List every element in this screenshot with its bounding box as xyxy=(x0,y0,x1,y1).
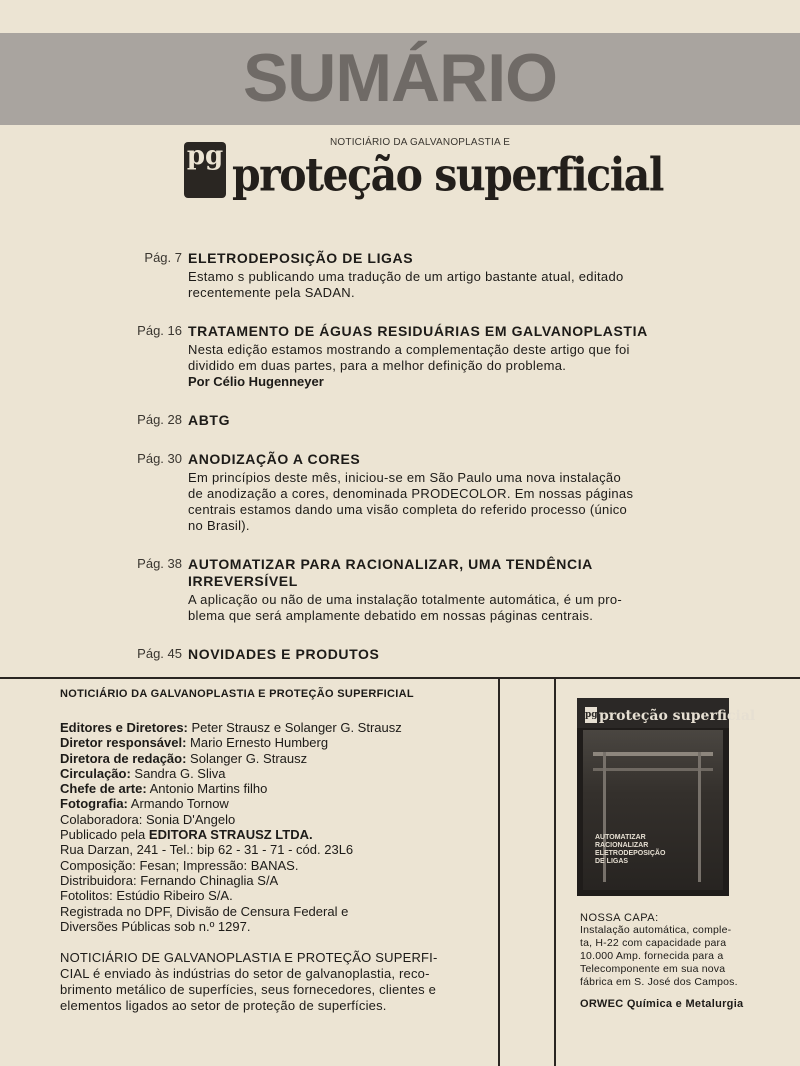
credit-line: Registrada no DPF, Divisão de Censura Federal e xyxy=(60,903,349,919)
toc-entry xyxy=(118,250,698,301)
cover-masthead: pg proteção superficial xyxy=(577,698,729,728)
credit-line: Fotolitos: Estúdio Ribeiro S/A. xyxy=(60,888,233,904)
cover-image xyxy=(577,698,756,896)
credit-line: Chefe de arte: Antonio Martins filho xyxy=(60,781,268,797)
column-divider-right xyxy=(554,677,556,1066)
cover-post xyxy=(698,752,701,882)
masthead xyxy=(184,136,663,204)
credit-line: Editores e Diretores: Peter Strausz e Solanger G. Strausz xyxy=(60,720,402,735)
cover-beam xyxy=(593,752,713,756)
toc-author: Por Célio Hugenneyer xyxy=(188,374,324,389)
toc-entry xyxy=(118,323,698,390)
credits-block xyxy=(60,688,495,1014)
toc-page: Pág. 7 xyxy=(144,250,182,265)
toc-page: Pág. 16 xyxy=(137,323,182,338)
toc-entry xyxy=(118,412,698,429)
toc-entry xyxy=(118,556,698,624)
toc-desc: Em princípios deste mês, iniciou-se em São Paulo uma nova instalação de anodização a cores, denominada PRODECOLOR. Em nossas páginas centrais estamos dando uma visão completa do referido processo (único no Brasil). xyxy=(188,470,634,533)
cover-label: NOSSA CAPA: xyxy=(580,912,659,924)
toc-desc: Nesta edição estamos mostrando a complementação deste artigo que foi dividido em duas partes, para a melhor definição do problema. xyxy=(188,342,630,373)
credit-line: Diretor responsável: Mario Ernesto Humberg xyxy=(60,735,329,751)
section-divider xyxy=(0,677,800,679)
toc-title: NOVIDADES E PRODUTOS xyxy=(188,646,380,662)
toc-page: Pág. 30 xyxy=(137,451,182,466)
cover-beam xyxy=(593,768,713,771)
pg-logo-icon: pg xyxy=(585,707,597,723)
credit-line: Diversões Públicas sob n.º 1297. xyxy=(60,918,251,934)
toc-title: ANODIZAÇÃO A CORES xyxy=(188,451,361,467)
credit-line: Distribuidora: Fernando Chinaglia S/A xyxy=(60,872,279,888)
toc-desc: A aplicação ou não de uma instalação totalmente automática, é um pro- blema que será amplamente debatido em nossas páginas centrais. xyxy=(188,592,623,623)
column-divider-left xyxy=(498,677,500,1066)
cover-credit: ORWEC Química e Metalurgia xyxy=(580,998,744,1010)
toc-desc: Estamo s publicando uma tradução de um artigo bastante atual, editado recentemente pela SADAN. xyxy=(188,269,624,300)
cover-description xyxy=(580,912,758,1010)
masthead-name: proteção superficial xyxy=(232,148,663,202)
credits-heading: NOTICIÁRIO DA GALVANOPLASTIA E PROTEÇÃO SUPERFICIAL xyxy=(60,688,414,700)
table-of-contents xyxy=(118,250,698,685)
toc-entry xyxy=(118,451,698,534)
credit-line: Diretora de redação: Solanger G. Strausz xyxy=(60,750,308,766)
pg-logo-icon: pg xyxy=(184,142,226,198)
credit-line: Publicado pela EDITORA STRAUSZ LTDA. xyxy=(60,827,313,843)
toc-title: ELETRODEPOSIÇÃO DE LIGAS xyxy=(188,250,414,266)
toc-title: AUTOMATIZAR PARA RACIONALIZAR, UMA TENDÊNCIA IRREVERSÍVEL xyxy=(188,556,593,589)
toc-entry xyxy=(118,646,698,663)
credit-line: Colaboradora: Sonia D'Angelo xyxy=(60,811,236,827)
toc-title: ABTG xyxy=(188,412,231,428)
credit-line: Fotografia: Armando Tornow xyxy=(60,796,229,812)
toc-page: Pág. 38 xyxy=(137,556,182,571)
distribution-note: NOTICIÁRIO DE GALVANOPLASTIA E PROTEÇÃO SUPERFI- CIAL é enviado às indústrias do setor de galvanoplastia, reco- brimento metálico de superfícies, seus fornecedores, clientes e elementos ligados ao setor de proteção de superfícies. xyxy=(60,950,438,1014)
page-title: SUMÁRIO xyxy=(242,40,558,116)
credit-line: Circulação: Sandra G. Sliva xyxy=(60,765,226,781)
toc-page: Pág. 45 xyxy=(137,646,182,661)
credit-line: Rua Darzan, 241 - Tel.: bip 62 - 31 - 71 - cód. 23L6 xyxy=(60,842,354,858)
cover-caption: AUTOMATIZAR RACIONALIZAR ELETRODEPOSIÇÃO DE LIGAS xyxy=(595,834,666,865)
credit-line: Composição: Fesan; Impressão: BANAS. xyxy=(60,857,299,873)
toc-page: Pág. 28 xyxy=(137,412,182,427)
cover-photo xyxy=(583,730,723,890)
toc-title: TRATAMENTO DE ÁGUAS RESIDUÁRIAS EM GALVANOPLASTIA xyxy=(188,323,648,339)
masthead-subtitle: NOTICIÁRIO DA GALVANOPLASTIA E xyxy=(330,137,511,148)
cover-text: Instalação automática, comple- ta, H-22 com capacidade para 10.000 Amp. fornecida para a Telecomponente em sua nova fábrica em S. José dos Campos. xyxy=(580,924,738,988)
